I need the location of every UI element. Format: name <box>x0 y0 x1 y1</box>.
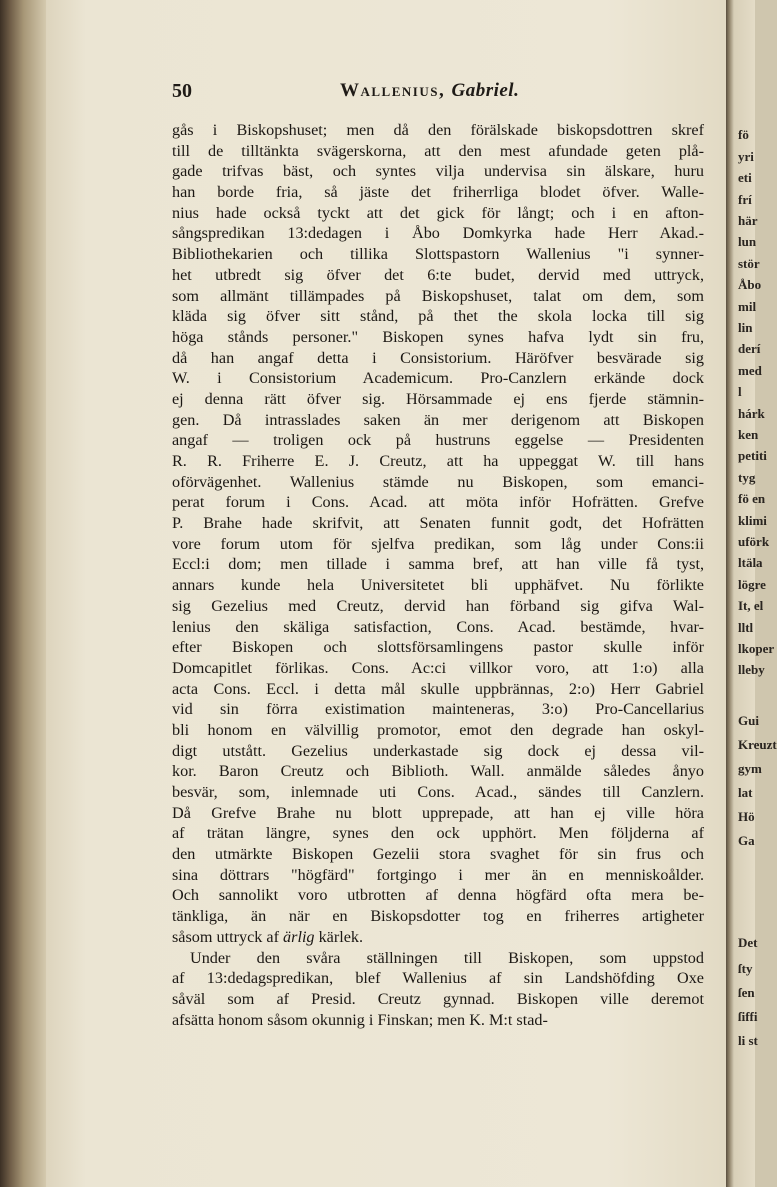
adjacent-page-fragment: yri <box>738 149 754 164</box>
text-line: acta Cons. Eccl. i detta mål skulle uppbrännas, 2:o) Herr Gabriel <box>172 679 704 698</box>
text-line: kläda sig öfver sitt stånd, på thet the skola locka till sig <box>172 307 704 326</box>
text-line: Domcapitlet förlikas. Cons. Ac:ci villkor voro, att 1:o) alla <box>172 658 704 677</box>
adjacent-page-fragment: lun <box>738 234 757 249</box>
adjacent-page-fragment: Ga <box>738 833 755 848</box>
adjacent-page-fragment: ſiffi <box>738 1009 758 1024</box>
adjacent-page-fragment: derí <box>738 341 761 356</box>
text-line: angaf — troligen ock på hustruns eggelse — Presidenten <box>172 431 704 450</box>
adjacent-page-fragment: lögre <box>738 577 766 592</box>
text-line: annars kunde hela Universitetet bli upphäfvet. Nu förlikte <box>172 576 704 595</box>
text-line: digt utstått. Gezelius underkastade sig dock ej dessa vil- <box>172 741 704 760</box>
adjacent-page-fragment: fö <box>738 127 749 142</box>
adjacent-page-fragment: hárk <box>738 406 765 421</box>
adjacent-page-fragment: Gui <box>738 713 759 728</box>
adjacent-page-edge <box>726 0 777 1187</box>
text-line: kor. Baron Creutz och Biblioth. Wall. anmälde således ånyo <box>172 762 704 781</box>
running-title <box>340 80 519 102</box>
adjacent-page-fragment: Hö <box>738 809 755 824</box>
text-line: sig Gezelius med Creutz, dervid han förband sig gifva Wal- <box>172 596 704 615</box>
text-line: gade trifvas bäst, och syntes vilja undervisa sin älskare, huru <box>172 162 704 181</box>
text-line: efter Biskopen och slottsförsamlingens pastor skulle inför <box>172 638 704 657</box>
text-line: nius hade också tyckt att det gick för långt; och i en afton- <box>172 203 704 222</box>
text-line: Under den svåra ställningen till Biskopen, som uppstod <box>190 948 704 967</box>
text-line: vore forum utom för sjelfva predikan, som låg under Cons:ii <box>172 534 704 553</box>
running-title-name: Wallenius, <box>340 80 446 101</box>
text-line: bli honom en välvillig promotor, emot den degrade han oskyl- <box>172 720 704 739</box>
body-text <box>172 120 704 1030</box>
adjacent-page-fragment: gym <box>738 761 762 776</box>
adjacent-page-fragment: lat <box>738 785 753 800</box>
adjacent-page-fragment: med <box>738 363 762 378</box>
adjacent-page-fragment: It, el <box>738 598 764 613</box>
adjacent-page-fragment: uförk <box>738 534 770 549</box>
adjacent-page-fragment: mil <box>738 299 757 314</box>
adjacent-page-fragment: stör <box>738 256 760 271</box>
page-header <box>172 80 704 106</box>
text-line: såsom uttryck af ärlig kärlek. <box>172 927 364 946</box>
adjacent-page-fragment: ſen <box>738 985 755 1000</box>
running-title-given: Gabriel. <box>451 80 520 101</box>
text-line: gen. Då intrasslades saken än mer derigenom att Biskopen <box>172 410 704 429</box>
adjacent-page-fragment: Åbo <box>738 277 762 292</box>
adjacent-page-fragment: Kreuzt <box>738 737 777 752</box>
text-line: vid sin förra existimation mainteneras, 3:o) Pro-Cancellarius <box>172 700 704 719</box>
adjacent-page-fragment: lkoper <box>738 641 775 656</box>
text-line: Och sannolikt voro utbrotten af denna högfärd ofta mera be- <box>172 886 704 905</box>
text-line: af 13:dedagspredikan, blef Wallenius af sin Landshöfding Oxe <box>172 969 704 988</box>
text-line: ej denna rätt öfver sig. Hörsammade ej ens fjerde stämnin- <box>172 389 704 408</box>
text-line: P. Brahe hade skrifvit, att Senaten funnit godt, det Hofrätten <box>172 514 704 533</box>
adjacent-page-fragment: ſty <box>738 961 753 976</box>
adjacent-page-fragment: li st <box>738 1033 758 1048</box>
text-line: af trätan längre, synes den ock upphört. Men följderna af <box>172 824 704 843</box>
adjacent-page-fragment: lltl <box>738 620 754 635</box>
adjacent-page-fragment: lin <box>738 320 753 335</box>
adjacent-page-fragment: petiti <box>738 448 767 463</box>
text-line: afsätta honom såsom okunnig i Finskan; men K. M:t stad- <box>172 1010 548 1029</box>
text-line: Eccl:i dom; men tillade i samma bref, att han ville få tyst, <box>172 555 704 574</box>
adjacent-page-fragment: l <box>738 384 742 399</box>
text-line: sångspredikan 13:dedagen i Åbo Domkyrka hade Herr Akad.- <box>172 224 704 243</box>
text-line: sina döttrars "högfärd" fortgingo i mer än en menniskoålder. <box>172 865 704 884</box>
text-line: som allmänt tillämpades på Biskopshuset, talat om dem, som <box>172 286 704 305</box>
adjacent-page-fragment: frí <box>738 192 752 207</box>
text-line: R. R. Friherre E. J. Creutz, att ha uppeggat W. till hans <box>172 452 704 470</box>
page-number: 50 <box>172 80 192 102</box>
book-spine <box>0 0 46 1187</box>
text-line: såväl som af Presid. Creutz gynnad. Biskopen ville deremot <box>172 989 704 1008</box>
adjacent-page-fragment: Det <box>738 935 758 950</box>
text-line: då han angaf detta i Consistorium. Häröfver besvärade sig <box>172 348 704 367</box>
text-line: till de tilltänkta svägerskorna, att den mest afundade geten plå- <box>172 141 704 160</box>
text-line: höga stånds personer." Biskopen synes hafva lydt sin fru, <box>172 327 704 346</box>
text-line: perat forum i Cons. Acad. att möta inför Hofrätten. Grefve <box>172 493 704 512</box>
text-line: Bibliothekarien och tillika Slottspastorn Wallenius "i synner- <box>172 245 704 264</box>
adjacent-page-fragment: tyg <box>738 470 756 485</box>
text-line: het utbredt sig öfver det 6:te budet, dervid med uttryck, <box>172 265 704 284</box>
text-line: lenius den skäliga satisfaction, Cons. Acad. bestämde, hvar- <box>172 617 704 636</box>
text-line: tänkliga, än när en Biskopsdotter tog en friherres artigheter <box>172 907 704 926</box>
adjacent-page-fragment: fö en <box>738 491 766 506</box>
adjacent-page-fragment: ltäla <box>738 555 763 570</box>
emphasis: ärlig <box>283 927 315 946</box>
adjacent-page-fragment: ken <box>738 427 759 442</box>
adjacent-page-fragment: här <box>738 213 758 228</box>
text-line: oförvägenhet. Wallenius stämde nu Biskopen, som emanci- <box>172 472 704 491</box>
text-line: W. i Consistorium Academicum. Pro-Canzlern erkände dock <box>172 369 704 388</box>
text-line: han borde fria, så jäste det friherrliga blodet öfver. Walle- <box>172 183 704 202</box>
adjacent-page-fragment: klimi <box>738 513 767 528</box>
text-line: besvär, som, inlemnade uti Cons. Acad., sändes till Canzlern. <box>172 783 704 801</box>
text-line: Då Grefve Brahe nu blott upprepade, att han ej ville höra <box>172 803 704 822</box>
adjacent-page-fragment: lleby <box>738 662 765 677</box>
text-line: gås i Biskopshuset; men då den förälskade biskopsdottren skref <box>172 121 704 139</box>
adjacent-page-fragment: eti <box>738 170 752 185</box>
text-line: den utmärkte Biskopen Gezelii stora svaghet för sin frus och <box>172 845 704 864</box>
